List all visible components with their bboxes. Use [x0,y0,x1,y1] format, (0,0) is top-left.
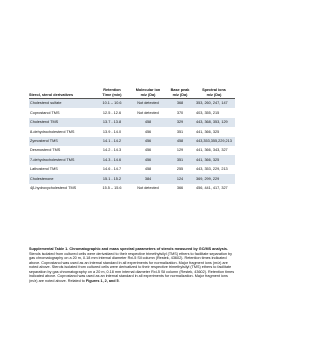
retention-time: 14.6 - 14.7 [102,167,122,172]
retention-time: 15.5 – 15.6 [102,186,122,190]
base-peak: 370 [176,110,184,115]
molecular-ion: 384 [129,174,167,183]
sterol-name: Lathosterol TMS [30,167,58,172]
spectral-ions: 456, 441, 417, 327 [196,186,228,190]
table-row [29,99,235,109]
spectral-ions: 353, 260, 247, 147 [193,99,235,109]
table-row [29,155,235,164]
sterol-name: 4β-hydroxycholesterol TMS [30,186,77,190]
spectral-ions: 443,353,355,229,213 [193,137,235,146]
retention-time: 13.7 - 13.8 [95,118,129,127]
retention-time: 14.3 - 14.6 [95,155,129,164]
table-row [29,184,235,193]
molecular-ion: Not detected [129,99,167,109]
base-peak: 329 [167,118,193,127]
molecular-ion: Not detected [137,186,159,190]
molecular-ion: 458 [129,118,167,127]
molecular-ion: 456 [144,148,152,153]
header-molecular-ion: Molecular ion m/z (Da) [129,84,167,99]
header-base-peak: Base peak m/z (Da) [167,84,193,99]
caption-body: Sterols isolated from cultured cells were derivatized to their respective trimethylsilyl (TMS) ethers to facilitate separation by gas chromatography on a 20 m, 0.18 mm internal diameter Rxi-5 Sil column (Restek, 43602). Retention times indicated above. Coprostanol was used as an internal standard in all experiments for normalization. Major fragment ions (m/z) are noted above. Sterols isolated from cultured cells were derivatized to their respective trimethylsilyl (TMS) ethers to facilitate separation by gas chromatography on a 20 m, 0.18 mm internal diameter Rxi-5 Sil column (Restek, 43602). Retention times indicated above. Coprostanol was used as an internal standard in all experiments for normalization. Major fragment ions (m/z) are noted above. Related to [29,251,235,283]
table-header-row [29,84,235,99]
table-caption [29,247,235,283]
retention-time: 13.9 - 14.0 [102,129,122,134]
header-retention-time: Retention Time (min) [95,84,129,99]
base-peak: 351 [167,155,193,164]
sterol-name: Cholestenone [29,174,95,183]
header-sterol: Sterol, sterol derivatives [29,84,95,99]
sterol-name: Desmosterol TMS [30,148,61,153]
base-peak: 124 [167,174,193,183]
table-row [29,174,235,183]
table-row [29,127,235,136]
molecular-ion: Not detected [137,110,159,115]
caption-figures-reference: Figures 1, 2, and 5 [85,278,119,283]
spectral-ions: 441, 366, 325 [193,155,235,164]
table-row [29,146,235,155]
sterol-name: Cholesterol sulfate [29,99,95,109]
sterol-name: Cholesterol TMS [29,118,95,127]
molecular-ion: 456 [144,129,152,134]
molecular-ion: 458 [144,167,152,172]
table-row [29,118,235,127]
caption-paragraph [29,247,235,283]
sterol-name: Zymosterol TMS [29,137,95,146]
spectral-ions: 441, 366, 325 [196,129,220,134]
base-peak: 366 [176,186,184,190]
sterol-name: 7-dehydrocholesterol TMS [29,155,95,164]
table-row [29,137,235,146]
retention-time: 14.2 - 14.3 [102,148,122,153]
base-peak: 458 [167,137,193,146]
spectral-ions: 443, 368, 353, 129 [193,118,235,127]
table-row [29,108,235,117]
sterol-name: 8-dehydrocholesterol TMS [30,129,75,134]
base-peak: 351 [176,129,184,134]
retention-time: 15.1 - 15.2 [95,174,129,183]
spectral-ions: 369, 299, 229 [193,174,235,183]
caption-title: Supplemental Table 1. Chromatographic and mass spectral parameters of sterols measured by GC/MS analysis. [29,247,228,251]
molecular-ion: 456 [129,137,167,146]
table-row [29,165,235,174]
sterol-name: Coprostanol TMS [30,110,60,115]
base-peak: 368 [167,99,193,109]
caption-end: . [118,278,120,283]
retention-time: 10.1 – 10.6 [95,99,129,109]
spectral-ions: 441, 366, 343, 327 [196,148,228,153]
base-peak: 129 [176,148,184,153]
molecular-ion: 456 [129,155,167,164]
retention-time: 14.1 - 14.2 [95,137,129,146]
retention-time: 12.5 - 12.6 [102,110,122,115]
header-spectral-ions: Spectral ions m/z (Da) [193,84,235,99]
spectral-ions: 403, 355, 215 [196,110,220,115]
spectral-ions: 443, 353, 229, 213 [196,167,228,172]
base-peak: 255 [176,167,184,172]
sterol-parameters-table [29,84,235,193]
